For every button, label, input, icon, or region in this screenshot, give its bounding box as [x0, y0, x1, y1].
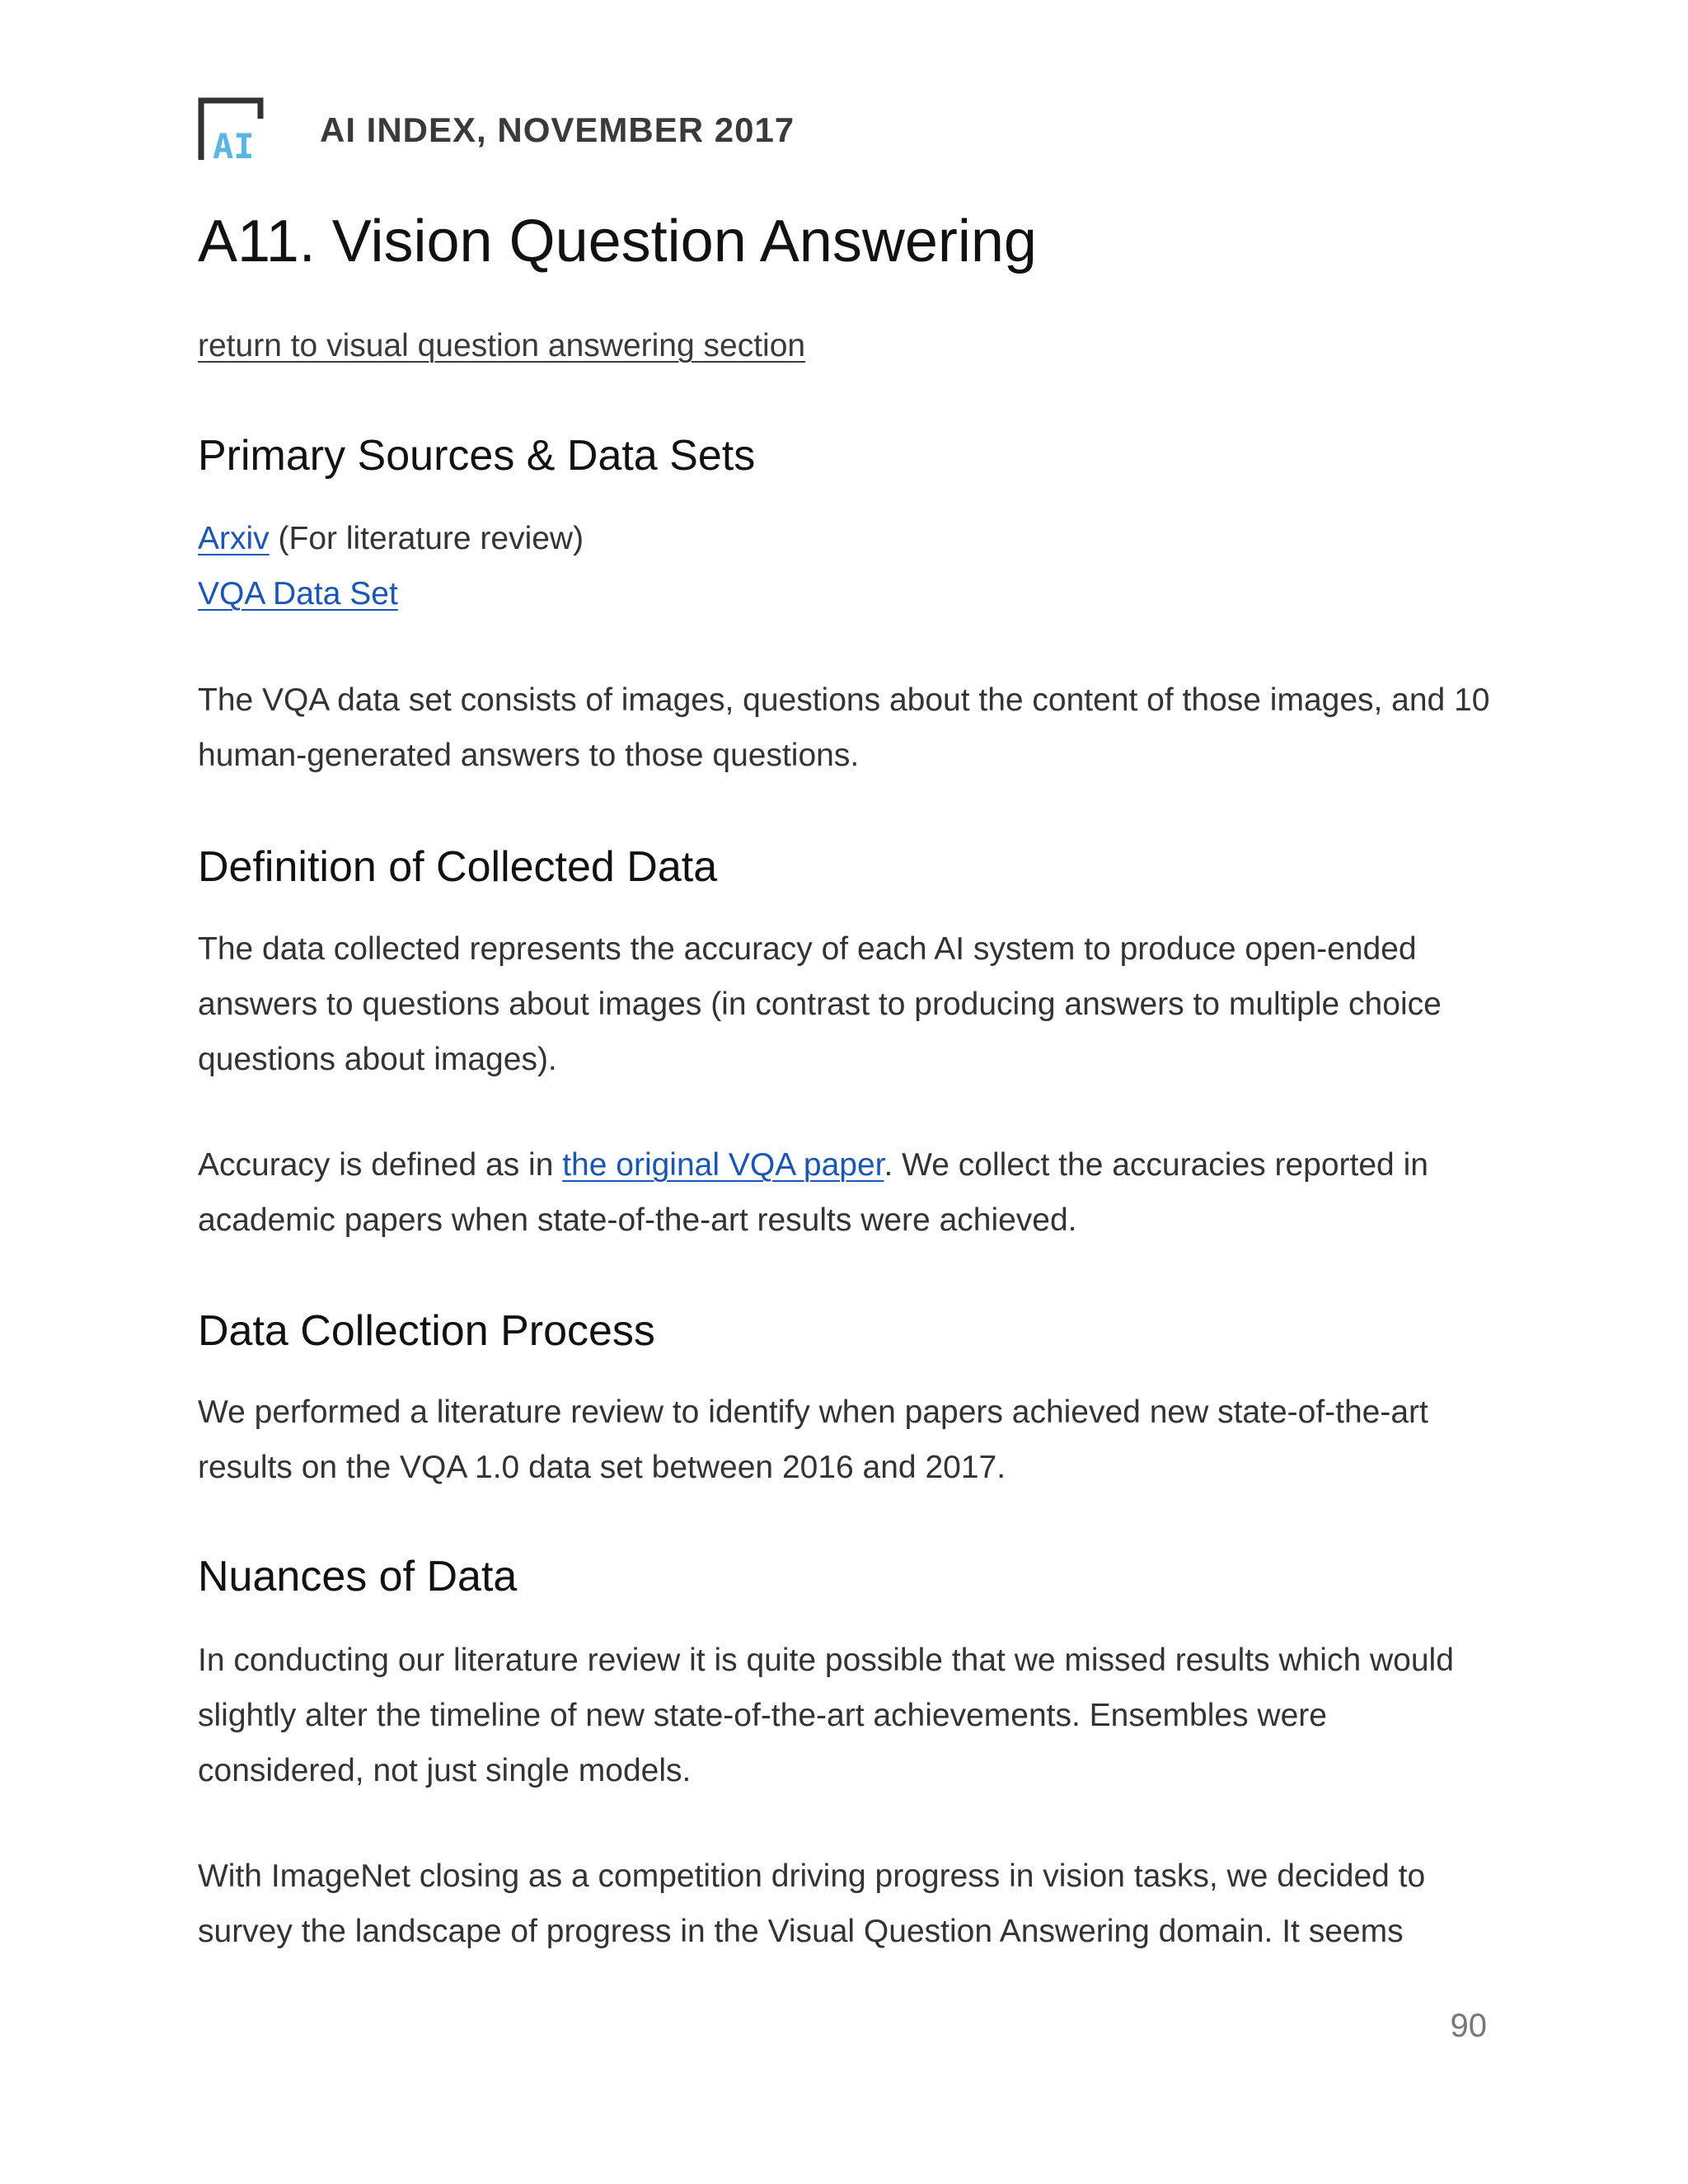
vqa-description: The VQA data set consists of images, questions about the content of those images, and 10 human-generated answers to those questions. — [198, 682, 1490, 773]
header — [198, 97, 795, 163]
definition-paragraph-1: The data collected represents the accuracy of each AI system to produce open-ended answers to questions about images (in contrast to producing answers to multiple choice questions about images). — [198, 931, 1442, 1077]
arxiv-line — [198, 511, 1500, 566]
svg-text:AI: AI — [213, 126, 255, 163]
definition-paragraph-2 — [198, 1137, 1500, 1248]
definition-heading: Definition of Collected Data — [198, 843, 718, 891]
arxiv-link[interactable]: Arxiv — [198, 521, 270, 556]
process-paragraph: We performed a literature review to identify when papers achieved new state-of-the-art results on the VQA 1.0 data set between 2016 and 2017. — [198, 1394, 1428, 1485]
original-vqa-paper-link[interactable]: the original VQA paper — [562, 1147, 884, 1183]
page-title: A11. Vision Question Answering — [198, 209, 1037, 274]
ai-logo-icon — [198, 97, 272, 163]
accuracy-text-after: . We collect the accuracies reported in academic papers when state-of-the-art results were achieved. — [198, 1147, 1428, 1238]
nuances-heading: Nuances of Data — [198, 1553, 518, 1601]
vqa-line — [198, 566, 1500, 621]
ai-index-logo — [198, 97, 272, 163]
process-heading: Data Collection Process — [198, 1307, 655, 1355]
page-number: 90 — [1450, 2008, 1487, 2044]
nuances-paragraph-2: With ImageNet closing as a competition driving progress in vision tasks, we decided to survey the landscape of progress in the Visual Question Answering domain. It seems — [198, 1858, 1426, 1949]
arxiv-note: (For literature review) — [269, 521, 584, 556]
vqa-dataset-link[interactable]: VQA Data Set — [198, 576, 398, 612]
return-to-section-link[interactable]: return to visual question answering section — [198, 328, 806, 363]
primary-sources-heading: Primary Sources & Data Sets — [198, 432, 756, 480]
report-header-title: AI INDEX, NOVEMBER 2017 — [320, 110, 795, 149]
nuances-paragraph-1: In conducting our literature review it is quite possible that we missed results which would slightly alter the timeline of new state-of-the-art achievements. Ensembles were considered, not just single models. — [198, 1643, 1454, 1788]
accuracy-text-before: Accuracy is defined as in — [198, 1147, 563, 1183]
